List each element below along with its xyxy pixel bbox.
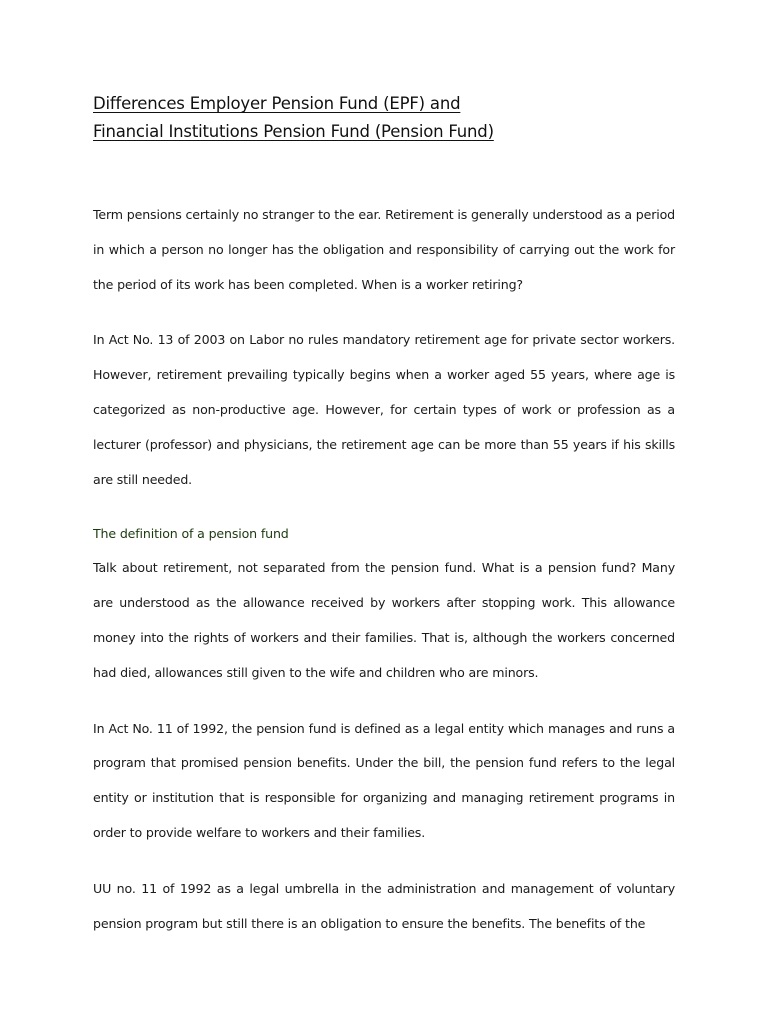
paragraph-uu-1992: UU no. 11 of 1992 as a legal umbrella in the administration and management of voluntary pension program but still there is an obligation to ensure the benefits. The benefits of the: [93, 880, 675, 931]
paragraph-labor-act: In Act No. 13 of 2003 on Labor no rules mandatory retirement age for private sector workers. However, retirement prevailing typically begins when a worker aged 55 years, where age is categorized as non-productive age. However, for certain types of work or profession as a lecturer (professor) and physicians, the retirement age can be more than 55 years if his skills are still needed.: [93, 332, 675, 487]
document-title-line-1: Differences Employer Pension Fund (EPF) and: [93, 94, 461, 113]
document-page: [93, 90, 675, 941]
section-heading-definition: The definition of a pension fund: [93, 526, 289, 542]
document-title-line-2: Financial Institutions Pension Fund (Pension Fund): [93, 122, 494, 141]
paragraph-intro: Term pensions certainly no stranger to the ear. Retirement is generally understood as a period in which a person no longer has the obligation and responsibility of carrying out the work for the period of its work has been completed. When is a worker retiring?: [93, 207, 675, 292]
paragraph-act-1992-definition: In Act No. 11 of 1992, the pension fund is defined as a legal entity which manages and runs a program that promised pension benefits. Under the bill, the pension fund refers to the legal entity or institution that is responsible for organizing and managing retirement programs in order to provide welfare to workers and their families.: [93, 720, 675, 840]
paragraph-pension-fund-meaning: Talk about retirement, not separated from the pension fund. What is a pension fund? Many are understood as the allowance received by workers after stopping work. This allowance money into the rights of workers and their families. That is, although the workers concerned had died, allowances still given to the wife and children who are minors.: [93, 560, 675, 680]
